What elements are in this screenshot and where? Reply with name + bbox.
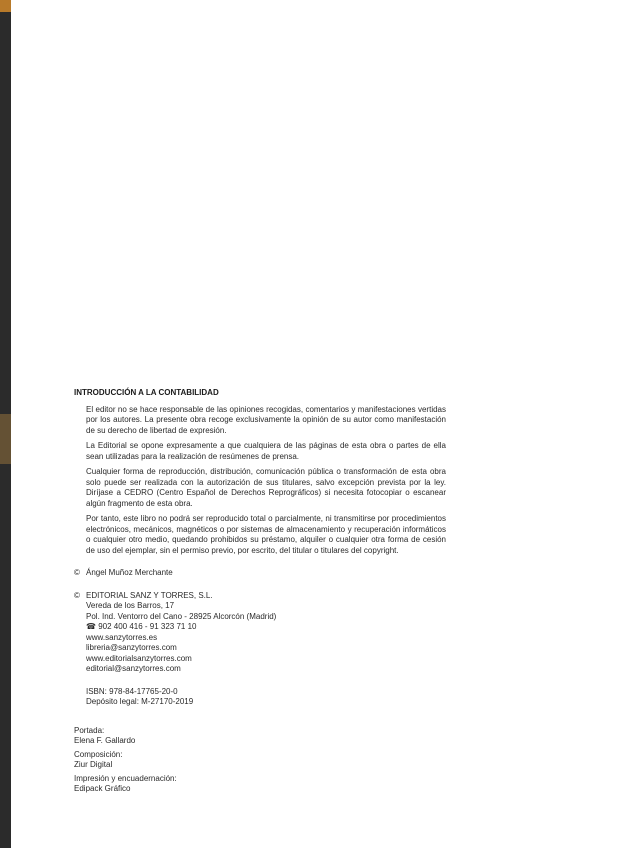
- credit-label: Portada:: [74, 725, 105, 735]
- edge-marker-middle: [0, 414, 11, 464]
- copyright-symbol: ©: [74, 568, 80, 577]
- publisher-bookstore-email: libreria@sanzytorres.com: [86, 643, 177, 652]
- paragraph-reproduction: Cualquier forma de reproducción, distribución, comunicación pública o transformación de esta obra solo puede ser realizada con la autorización de sus titulares, salvo excepción prevista por la ley. Diríjase a CEDRO (Centro Español de Derechos Reprográficos) si necesita fotocopiar o escanear algún fragmento de esta obra.: [86, 467, 446, 508]
- paragraph-responsibility: El editor no se hace responsable de las opiniones recogidas, comentarios y manifestaciones vertidas por los autores. La presente obra recoge exclusivamente la opinión de su autor como manifestación de su derecho de libertad de expresión.: [86, 404, 446, 435]
- credit-value: Edipack Gráfico: [74, 784, 131, 793]
- edge-marker-top: [0, 0, 11, 12]
- publisher-location: Pol. Ind. Ventorro del Cano - 28925 Alcorcón (Madrid): [86, 611, 277, 621]
- publisher-website: www.sanzytorres.es: [86, 632, 158, 642]
- publisher-editorial-email: editorial@sanzytorres.com: [86, 664, 181, 673]
- paragraph-press: La Editorial se opone expresamente a que cualquiera de las páginas de esta obra o partes de ella sean utilizadas para la realización de resúmenes de prensa.: [86, 441, 446, 461]
- credit-value: Elena F. Gallardo: [74, 736, 136, 745]
- book-title: INTRODUCCIÓN A LA CONTABILIDAD: [74, 388, 219, 397]
- publisher-name: EDITORIAL SANZ Y TORRES, S.L.: [86, 590, 213, 600]
- credit-composition: [74, 750, 446, 771]
- copyright-symbol: ©: [74, 590, 80, 600]
- isbn: ISBN: 978-84-17765-20-0: [86, 686, 178, 696]
- paragraph-prohibition: Por tanto, este libro no podrá ser reproducido total o parcialmente, ni transmitirse por procedimientos electrónicos, mecánicos, magnéticos o por sistemas de almacenamiento y recuperación informáticos o cualquier otro medio, quedando prohibidos su préstamo, alquiler o cualquier otra forma de cesión de uso del ejemplar, sin el permiso previo, por escrito, del titular o titulares del copyright.: [86, 514, 446, 555]
- credit-value: Ziur Digital: [74, 760, 113, 769]
- credit-label: Composición:: [74, 749, 123, 759]
- credits: [74, 726, 446, 795]
- copyright-page: [74, 388, 446, 798]
- credit-label: Impresión y encuadernación:: [74, 773, 177, 783]
- publisher-copyright: [74, 591, 446, 675]
- author-copyright: [74, 568, 446, 579]
- deposito-legal: Depósito legal: M-27170-2019: [86, 697, 194, 706]
- left-edge-bar: [0, 0, 11, 848]
- credit-printing: [74, 774, 446, 795]
- publisher-editorial-website: www.editorialsanzytorres.com: [86, 653, 192, 663]
- publisher-address: Vereda de los Barros, 17: [86, 601, 175, 610]
- author-name: Ángel Muñoz Merchante: [86, 568, 173, 577]
- publisher-details: [86, 591, 276, 675]
- publisher-phone: ☎ 902 400 416 - 91 323 71 10: [86, 622, 197, 631]
- credit-cover: [74, 726, 446, 747]
- isbn-block: [86, 687, 446, 708]
